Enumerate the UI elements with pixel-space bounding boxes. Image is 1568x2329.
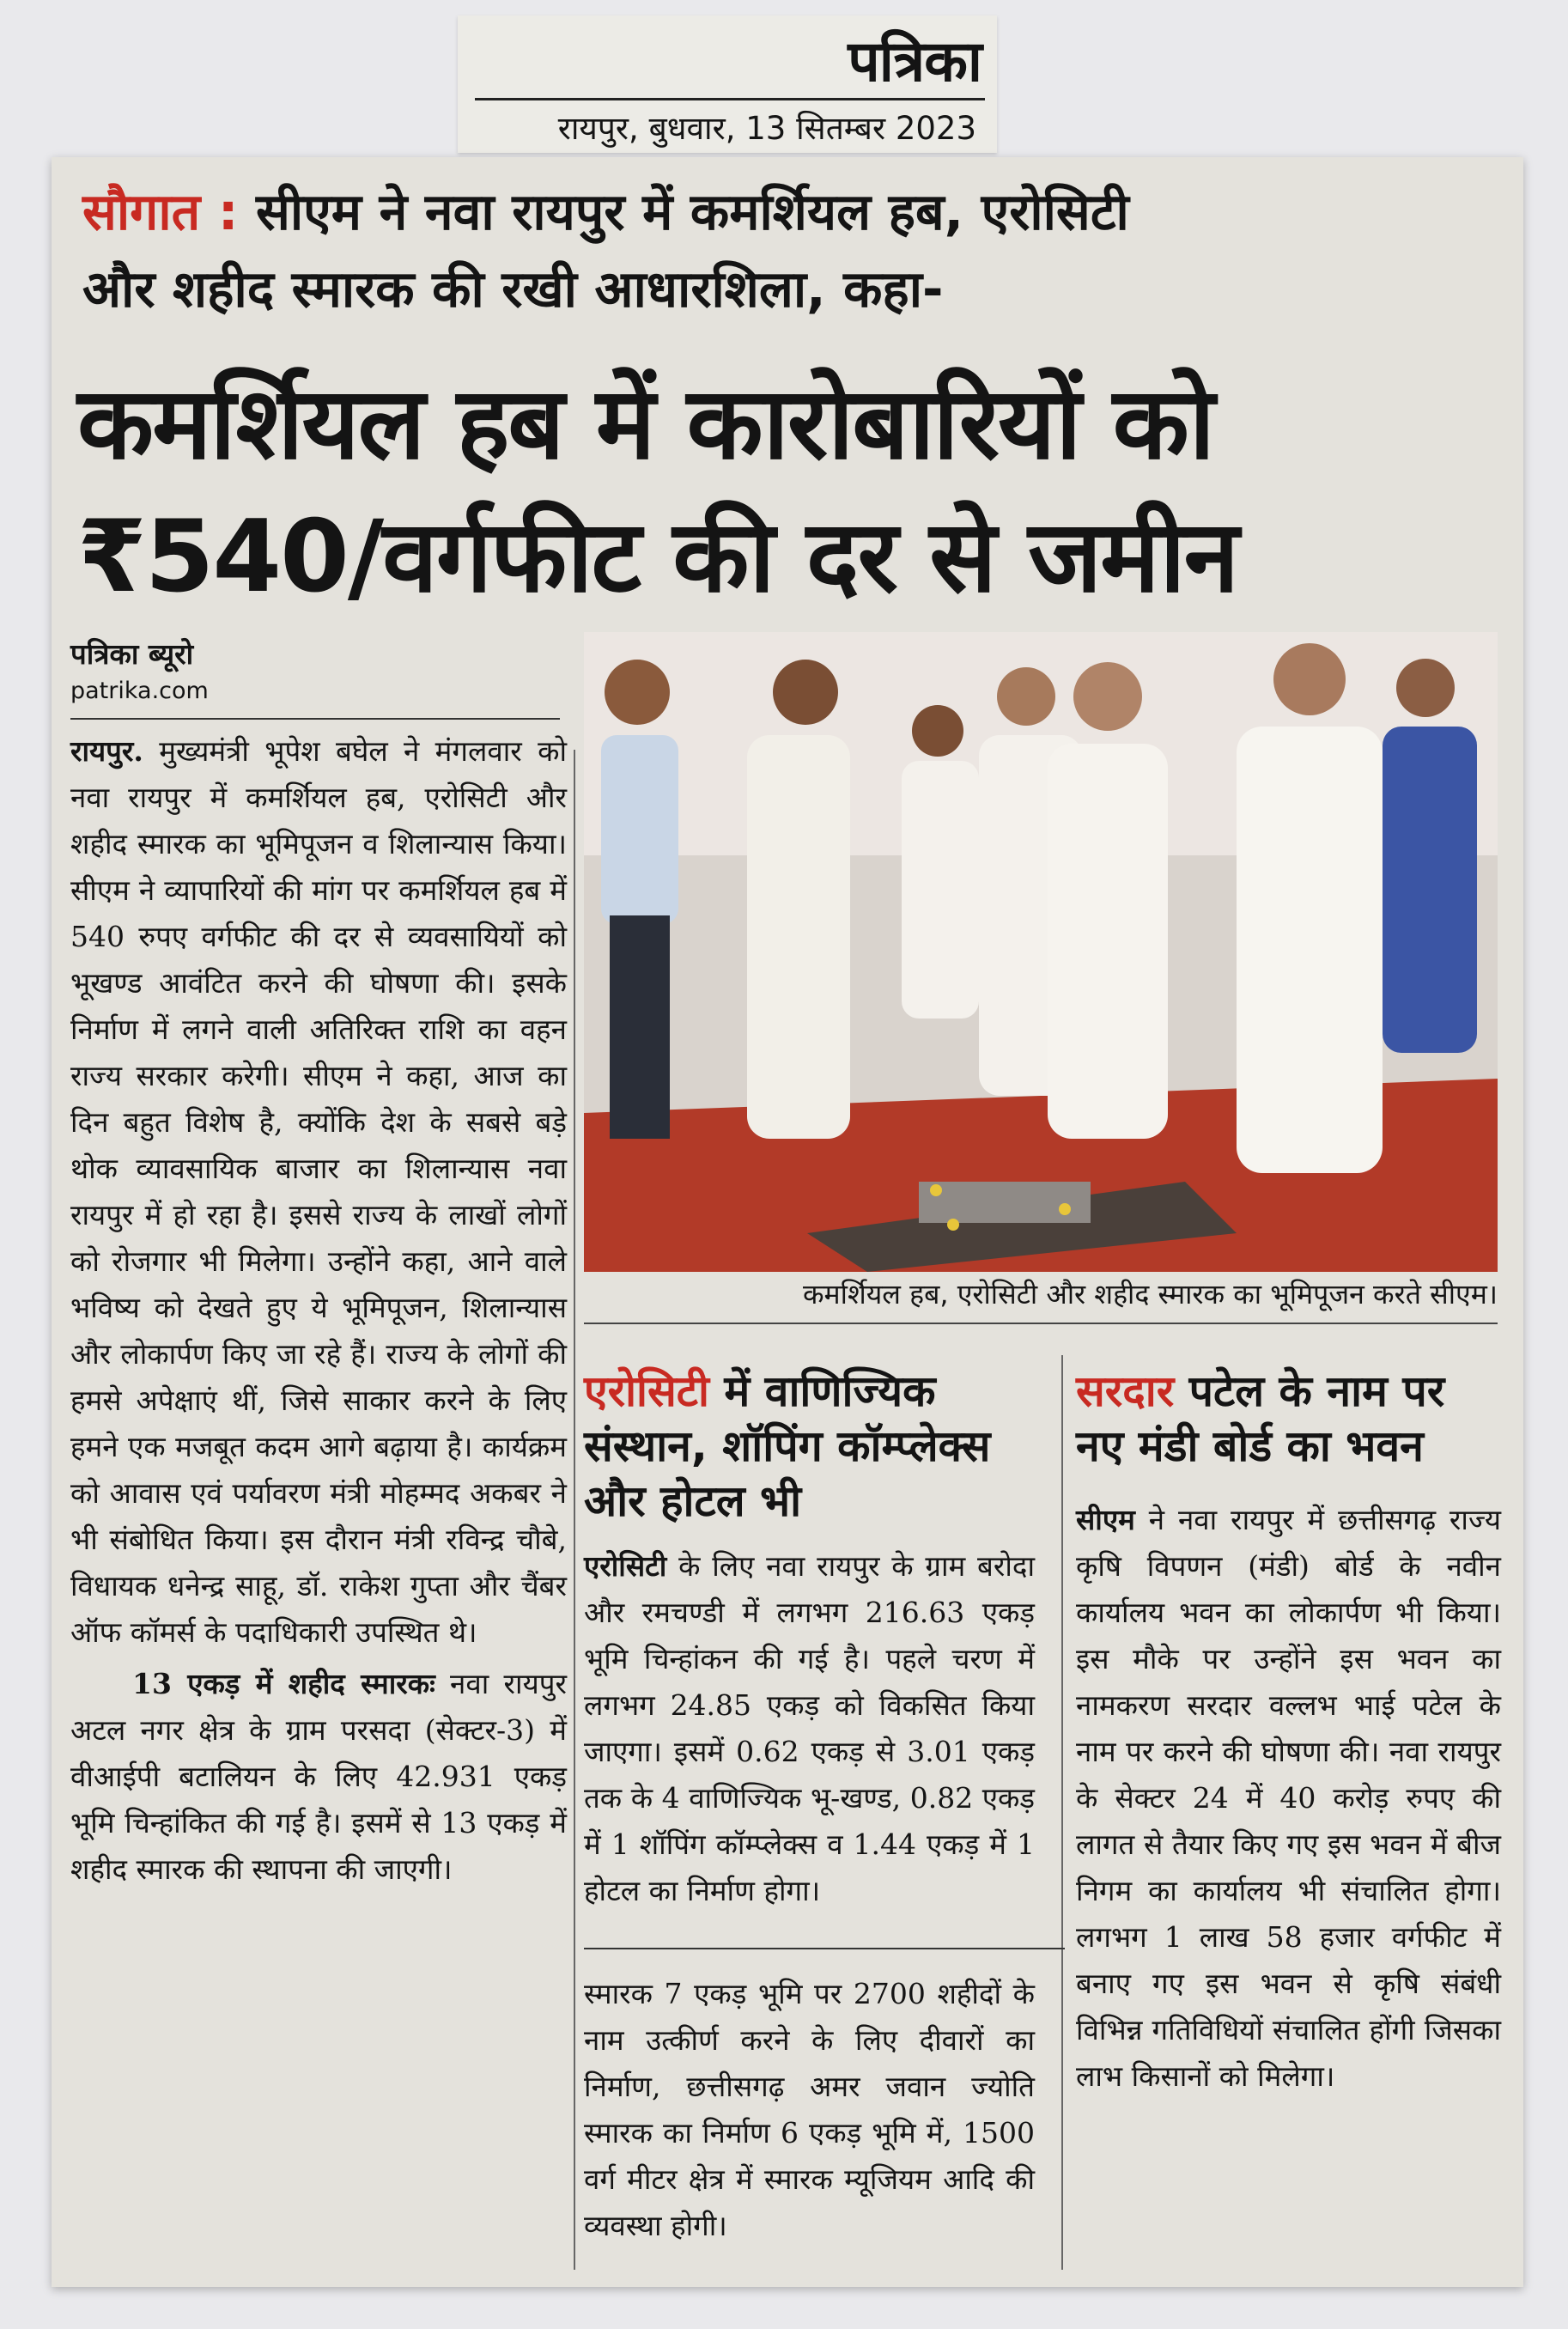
photo-caption: कमर्शियल हब, एरोसिटी और शहीद स्मारक का भूमिपूजन करते सीएम। (802, 1278, 1498, 1310)
aerocity-story-body (584, 1543, 1035, 1914)
headline-line-1: कमर्शियल हब में कारोबारियों को (77, 366, 1213, 482)
kicker-label: सौगात : (82, 182, 239, 241)
main-story-paragraph-2 (70, 1661, 567, 1893)
aerocity-headline-red: एरोसिटी (584, 1366, 709, 1416)
dateline-header: रायपुर, बुधवार, 13 सितम्बर 2023 (557, 110, 976, 147)
column-divider-left (574, 750, 575, 2270)
newspaper-masthead (458, 15, 997, 153)
caption-divider (584, 1323, 1498, 1324)
aerocity-headline-rest: में वाणिज्यिक संस्थान, शॉपिंग कॉम्प्लेक्स और होटल भी (584, 1366, 991, 1526)
mandi-headline-rest: पटेल के नाम पर नए मंडी बोर्ड का भवन (1076, 1366, 1445, 1471)
main-story-dateline: रायपुर. (70, 734, 143, 768)
kicker-text-1: सीएम ने नवा रायपुर में कमर्शियल हब, एरोसिटी (238, 182, 1129, 241)
mandi-text: ने नवा रायपुर में छत्तीसगढ़ राज्य कृषि विपणन (मंडी) बोर्ड के नवीन कार्यालय भवन का लोकार्पण भी किया। इस मौके पर उन्होंने इस भवन का नामकरण सरदार वल्लभ भाई पटेल के नाम पर करने की घोषणा की। नवा रायपुर के सेक्टर 24 में 40 करोड़ रुपए की लागत से तैयार किए गए इस भवन में बीज निगम का कार्यालय भी संचालित होगा। लगभग 1 लाख 58 हजार वर्गफीट में बनाए गए इस भवन से कृषि संबंधी विभिन्न गतिविधियों संचालित होंगी जिसका लाभ किसानों को मिलेगा। (1076, 1503, 1501, 2093)
kicker-line-1 (82, 176, 1129, 245)
aerocity-divider (584, 1948, 1065, 1949)
main-story-text-1: मुख्यमंत्री भूपेश बघेल ने मंगलवार को नवा रायपुर में कमर्शियल हब, एरोसिटी और शहीद स्मारक का भूमिपूजन व शिलान्यास किया। सीएम ने व्यापारियों की मांग पर कमर्शियल हब में 540 रुपए वर्गफीट की दर से व्यवसायियों को भूखण्ड आवंटित करने की घोषणा की। इसके निर्माण में लगने वाली अतिरिक्त राशि का वहन राज्य सरकार करेगी। सीएम ने कहा, आज का दिन बहुत विशेष है, क्योंकि देश के सबसे बड़े थोक व्यावसायिक बाजार का शिलान्यास नवा रायपुर में हो रहा है। इससे राज्य के लाखों लोगों को रोजगार भी मिलेगा। उन्होंने कहा, आने वाले भविष्य को देखते हुए ये भूमिपूजन, शिलान्यास और लोकार्पण किए जा रहे हैं। राज्य के लोगों की हमसे अपेक्षाएं थीं, जिसे साकार करने के लिए हमने एक मजबूत कदम आगे बढ़ाया है। कार्यक्रम को आवास एवं पर्यावरण मंत्री मोहम्मद अकबर ने भी संबोधित किया। इस दौरान मंत्री रविन्द्र चौबे, विधायक धनेन्द्र साहू, डॉ. राकेश गुप्ता और चैंबर ऑफ कॉमर्स के पदाधिकारी उपस्थित थे। (70, 734, 567, 1649)
mandi-headline-red: सरदार (1076, 1366, 1175, 1416)
masthead-divider (475, 98, 985, 100)
ceremony-photo-illustration (584, 632, 1498, 1272)
mandi-story-body (1076, 1497, 1501, 2100)
newspaper-name: पत्रिका (848, 28, 982, 94)
mandi-lead: सीएम (1076, 1503, 1135, 1536)
byline-divider (70, 718, 560, 720)
news-clipping (52, 157, 1523, 2287)
news-photo (584, 632, 1498, 1272)
aerocity-lead: एरोसिटी (584, 1549, 667, 1583)
main-story-column (70, 728, 567, 1893)
byline (70, 634, 556, 704)
headline-line-2: ₹540/वर्गफीट की दर से जमीन (77, 499, 1237, 615)
byline-bureau: पत्रिका ब्यूरो (70, 637, 194, 671)
main-story-paragraph-1 (70, 728, 567, 1656)
aerocity-text-1: के लिए नवा रायपुर के ग्राम बरोदा और रमचण्डी में लगभग 216.63 एकड़ भूमि चिन्हांकन की गई है। पहले चरण में लगभग 24.85 एकड़ को विकसित किया जाएगा। इसमें 0.62 एकड़ से 3.01 एकड़ तक के 4 वाणिज्यिक भू-खण्ड, 0.82 एकड़ में 1 शॉपिंग कॉम्प्लेक्स व 1.44 एकड़ में 1 होटल का निर्माण होगा। (584, 1549, 1035, 1907)
aerocity-headline (584, 1364, 1052, 1529)
main-story-subhead: 13 एकड़ में शहीद स्मारकः (132, 1667, 435, 1700)
column-divider-right (1061, 1355, 1063, 2270)
mandi-headline (1076, 1364, 1501, 1474)
byline-website: patrika.com (70, 678, 209, 704)
kicker-line-2: और शहीद स्मारक की रखी आधारशिला, कहा- (82, 259, 944, 319)
memorial-story-body: स्मारक 7 एकड़ भूमि पर 2700 शहीदों के नाम उत्कीर्ण करने के लिए दीवारों का निर्माण, छत्तीसगढ़ अमर जवान ज्योति स्मारक का निर्माण 6 एकड़ भूमि में, 1500 वर्ग मीटर क्षेत्र में स्मारक म्यूजियम आदि की व्यवस्था होगी। (584, 1977, 1035, 2242)
main-story-text-2: नवा रायपुर अटल नगर क्षेत्र के ग्राम परसदा (सेक्टर-3) में वीआईपी बटालियन के लिए 42.931 एकड़ भूमि चिन्हांकित की गई है। इसमें से 13 एकड़ में शहीद स्मारक की स्थापना की जाएगी। (70, 1667, 567, 1886)
